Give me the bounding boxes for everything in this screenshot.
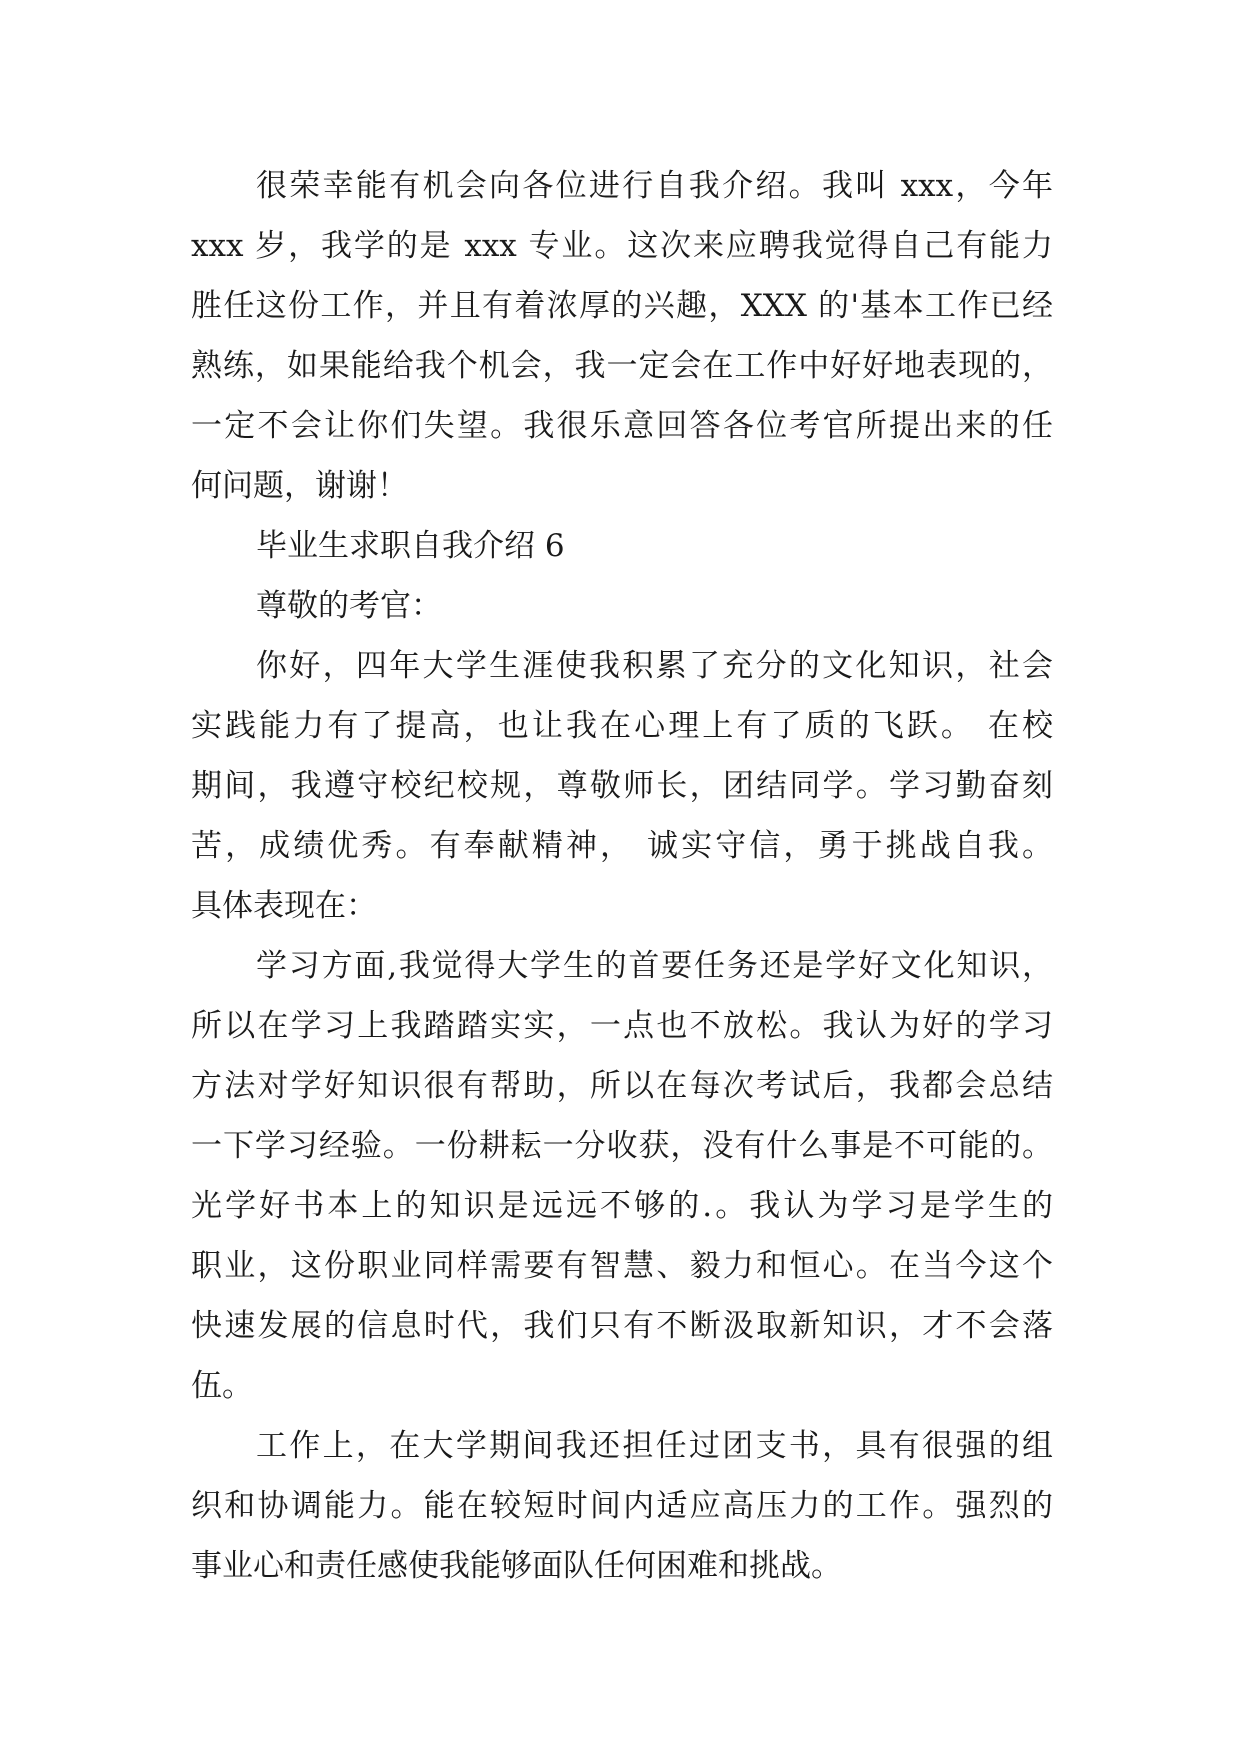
section-heading: 毕业生求职自我介绍 6 bbox=[256, 528, 565, 564]
paragraph-line: 很荣幸能有机会向各位进行自我介绍。我叫 xxx，今年 bbox=[256, 168, 1053, 204]
paragraph-line: 一定不会让你们失望。我很乐意回答各位考官所提出来的任 bbox=[191, 408, 1053, 444]
paragraph-line: 具体表现在： bbox=[191, 888, 377, 924]
paragraph-line: 方法对学好知识很有帮助，所以在每次考试后，我都会总结 bbox=[191, 1068, 1053, 1104]
paragraph-line: 胜任这份工作，并且有着浓厚的兴趣，XXX 的'基本工作已经 bbox=[191, 288, 1053, 324]
paragraph-line: 期间，我遵守校纪校规，尊敬师长，团结同学。学习勤奋刻 bbox=[191, 768, 1053, 804]
paragraph-line: 何问题，谢谢！ bbox=[191, 468, 408, 504]
paragraph-line: 一下学习经验。一份耕耘一分收获，没有什么事是不可能的。 bbox=[191, 1128, 1053, 1164]
paragraph-line: 实践能力有了提高，也让我在心理上有了质的飞跃。 在校 bbox=[191, 708, 1053, 744]
paragraph-line: 你好，四年大学生涯使我积累了充分的文化知识，社会 bbox=[256, 648, 1053, 684]
paragraph-line: 学习方面,我觉得大学生的首要任务还是学好文化知识， bbox=[256, 948, 1053, 984]
paragraph-line: 织和协调能力。能在较短时间内适应高压力的工作。强烈的 bbox=[191, 1488, 1053, 1524]
salutation: 尊敬的考官： bbox=[256, 588, 442, 624]
paragraph-line: 苦，成绩优秀。有奉献精神， 诚实守信，勇于挑战自我。 bbox=[191, 828, 1053, 864]
paragraph-line: 职业，这份职业同样需要有智慧、毅力和恒心。在当今这个 bbox=[191, 1248, 1053, 1284]
paragraph-line: 光学好书本上的知识是远远不够的.。我认为学习是学生的 bbox=[191, 1188, 1053, 1224]
paragraph-line: xxx 岁，我学的是 xxx 专业。这次来应聘我觉得自己有能力 bbox=[191, 228, 1053, 264]
paragraph-line: 事业心和责任感使我能够面队任何困难和挑战。 bbox=[191, 1548, 842, 1584]
paragraph-line: 所以在学习上我踏踏实实，一点也不放松。我认为好的学习 bbox=[191, 1008, 1053, 1044]
paragraph-line: 快速发展的信息时代，我们只有不断汲取新知识，才不会落 bbox=[191, 1308, 1053, 1344]
paragraph-line: 伍。 bbox=[191, 1368, 253, 1404]
paragraph-line: 熟练，如果能给我个机会，我一定会在工作中好好地表现的， bbox=[191, 348, 1053, 384]
paragraph-line: 工作上，在大学期间我还担任过团支书，具有很强的组 bbox=[256, 1428, 1053, 1464]
